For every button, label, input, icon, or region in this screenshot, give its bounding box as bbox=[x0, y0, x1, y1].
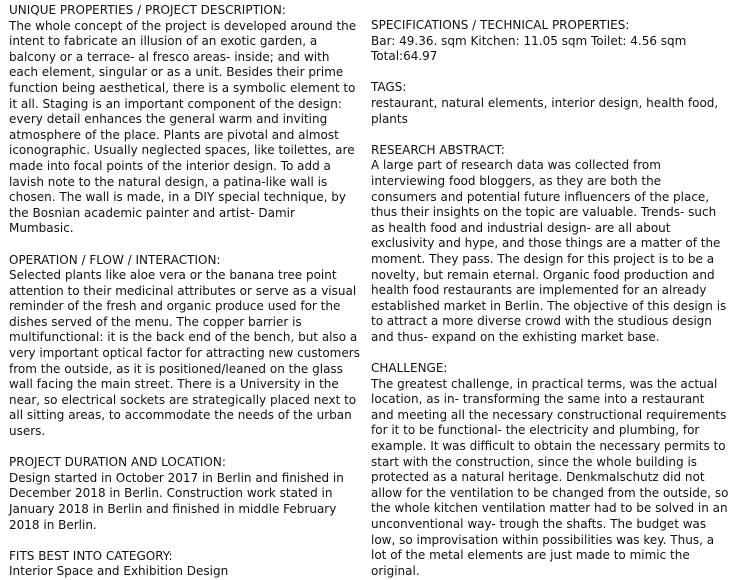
section-heading: SPECIFICATIONS / TECHNICAL PROPERTIES: bbox=[371, 18, 630, 32]
section-heading: PROJECT DURATION AND LOCATION: bbox=[9, 455, 226, 470]
spec-total: Total:64.97 bbox=[371, 49, 438, 64]
section-text: A large part of research data was collected from interviewing food bloggers, as they are both the consumers and potential future influencers of the place, thus their insights on the topic are valuable. Trends- such as health food and industrial design- are all about exclusivity and hype, and those things are a matter of the moment. They pass. The design for this project is to be a novelty, but remain eternal. Organic food production and health food restaurants are implemented for an already established market in Berlin. The objective of this design is to attract a more diverse crowd with the studious design and thus- expand on the exhisting market base. bbox=[371, 158, 727, 344]
section-heading: FITS BEST INTO CATEGORY: bbox=[9, 548, 173, 563]
operation-section bbox=[9, 253, 361, 440]
spec-line: Bar: 49.36. sqm Kitchen: 11.05 sqm Toilet: 4.56 sqm bbox=[371, 33, 687, 48]
right-column bbox=[371, 18, 729, 579]
category-section bbox=[9, 549, 361, 580]
section-heading: RESEARCH ABSTRACT: bbox=[371, 142, 505, 157]
section-text: Interior Space and Exhibition Design bbox=[9, 564, 229, 579]
tags-section bbox=[371, 80, 729, 127]
section-heading: OPERATION / FLOW / INTERACTION: bbox=[9, 252, 221, 267]
section-heading: UNIQUE PROPERTIES / PROJECT DESCRIPTION: bbox=[9, 3, 286, 17]
section-heading: TAGS: bbox=[371, 80, 407, 95]
section-text: The greatest challenge, in practical terms, was the actual location, as in- transforming the same into a restaurant and meeting all the necessary constructional requirements for it to be functional- the electricity and plumbing, for example. It was difficult to obtain the necessary permits to start with the construction, since the whole building is protected as a natural heritage. Denkmalschutz did not allow for the ventilation to be changed from the outside, so the whole kitchen ventilation matter had to be solved in an unconventional way- trough the shafts. The budget was low, so improvisation within possibilities was key. Thus, a lot of the metal elements are just made to mimic the original. bbox=[371, 376, 729, 578]
section-text: The whole concept of the project is developed around the intent to fabricate an illusion of an exotic garden, a balcony or a terrace- al fresco areas- inside; and with each element, singular or as a unit. Besides their prime function being aesthetical, there is a symbolic element to it all. Staging is an important component of the design: every detail enhances the general warm and inviting atmosphere of the place. Plants are pivotal and almost iconographic. Usually neglected spaces, like toilettes, are made into focal points of the interior design. To add a lavish note to the natural design, a patina-like wall is chosen. The wall is made, in a DIY special technique, by the Bosnian academic painter and artist- Damir Mumbasic. bbox=[9, 18, 357, 236]
challenge-section bbox=[371, 361, 729, 579]
duration-section bbox=[9, 455, 361, 533]
section-text: Design started in October 2017 in Berlin and finished in December 2018 in Berlin. Construction work stated in January 2018 in Berlin and finished in middle February 2018 in Berlin. bbox=[9, 470, 344, 532]
section-heading: CHALLENGE: bbox=[371, 361, 448, 376]
left-column bbox=[9, 3, 361, 580]
specifications-section bbox=[371, 18, 729, 65]
research-section bbox=[371, 143, 729, 346]
section-text: Selected plants like aloe vera or the banana tree point attention to their medicinal attributes or serve as a visual reminder of the fresh and organic produce used for the dishes served of the menu. The copper barrier is multifunctional: it is the back end of the bench, but also a very important optical factor for attracting new customers from the outside, as it is positioned/leaned on the glass wall facing the main street. There is a University in the near, so electrical sockets are strategically placed next to all sitting areas, to accommodate the needs of the urban users. bbox=[9, 268, 360, 439]
section-text: restaurant, natural elements, interior design, health food, plants bbox=[371, 95, 719, 126]
unique-properties-section bbox=[9, 3, 361, 237]
